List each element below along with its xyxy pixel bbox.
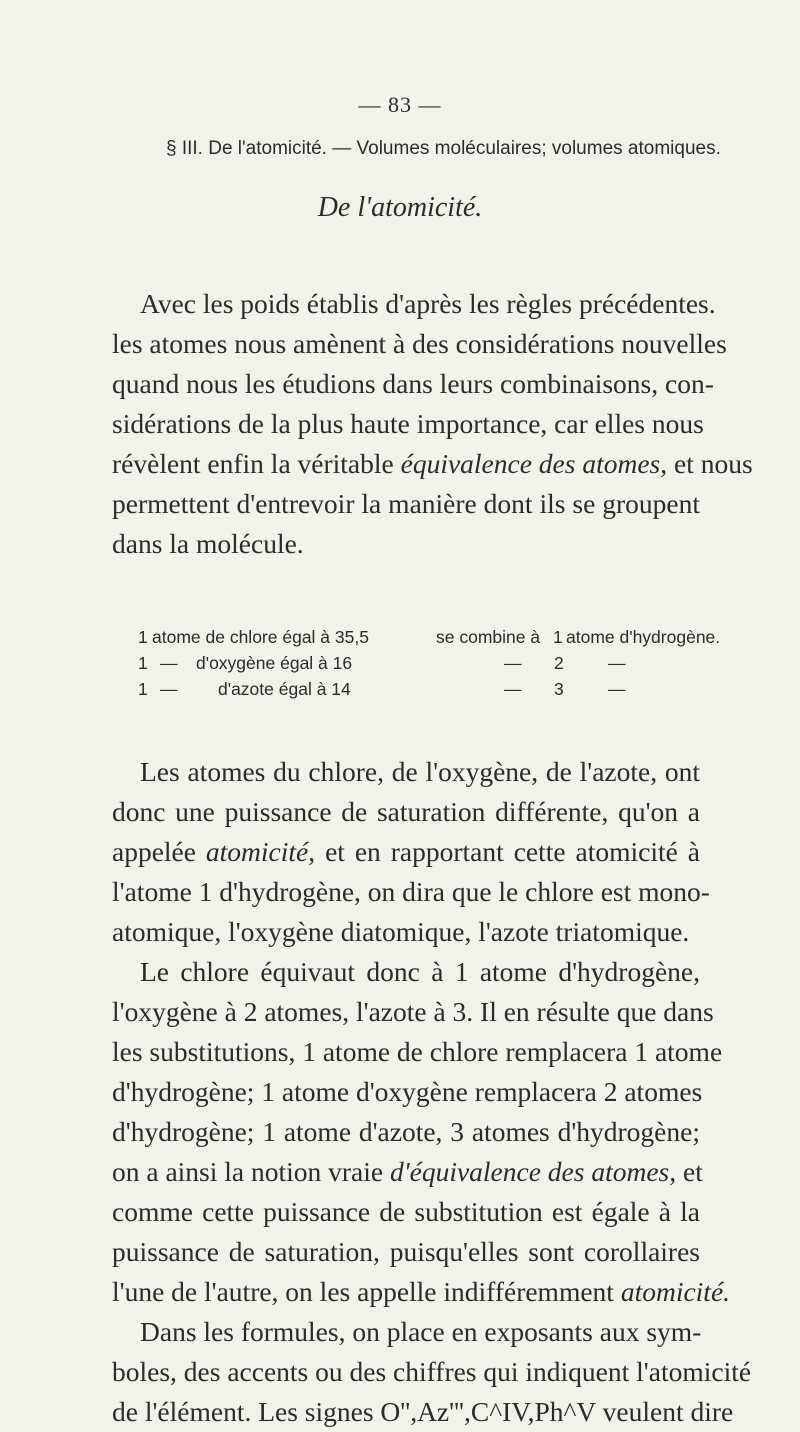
- text-line: Avec les poids établis d'après les règles précédentes.: [140, 288, 716, 319]
- element-desc: atome de chlore égal à 35,5: [152, 627, 369, 647]
- table-row: [138, 650, 738, 676]
- text-fragment: révèlent enfin la véritable: [112, 448, 401, 479]
- paragraph-atomicity: [112, 752, 752, 1432]
- text-fragment: , et: [669, 1156, 703, 1187]
- text-fragment: appelée: [112, 836, 206, 867]
- text-line: de l'élément. Les signes O'',Az''',C^IV,Ph^V veulent dire: [112, 1396, 734, 1427]
- text-fragment: on a ainsi la notion vraie: [112, 1156, 390, 1187]
- text-line: Le chlore équivaut donc à 1 atome d'hydrogène,: [140, 956, 700, 987]
- emphasis-atomicite-2: atomicité.: [620, 1276, 731, 1307]
- h-count: 3: [554, 679, 564, 699]
- text-line: [112, 444, 753, 484]
- text-line: d'hydrogène; 1 atome d'oxygène remplacera 2 atomes: [112, 1076, 703, 1107]
- target: —: [608, 679, 626, 699]
- emphasis-equivalence-2: d'équivalence des atomes: [389, 1156, 670, 1187]
- text-line: boles, des accents ou des chiffres qui indiquent l'atomicité: [112, 1356, 752, 1387]
- atom-count: 1: [138, 627, 148, 647]
- atom-count: 1: [138, 679, 148, 699]
- text-line: atomique, l'oxygène diatomique, l'azote triatomique.: [112, 916, 690, 947]
- text-line: Dans les formules, on place en exposants aux sym-: [140, 1316, 702, 1347]
- element-desc: d'azote égal à 14: [218, 679, 351, 699]
- h-count: 2: [554, 653, 564, 673]
- text-fragment: l'une de l'autre, on les appelle indifféremment: [112, 1276, 621, 1307]
- ditto-dash: —: [504, 679, 522, 699]
- text-line: d'hydrogène; 1 atome d'azote, 3 atomes d'hydrogène;: [112, 1116, 700, 1147]
- target: —: [608, 653, 626, 673]
- element-desc: d'oxygène égal à 16: [196, 653, 353, 673]
- text-line: [112, 832, 700, 872]
- text-line: les atomes nous amènent à des considérations nouvelles: [112, 328, 727, 359]
- page-title: De l'atomicité.: [317, 192, 483, 223]
- text-line: Les atomes du chlore, de l'oxygène, de l'azote, ont: [140, 756, 700, 787]
- ditto-dash: —: [504, 653, 522, 673]
- emphasis-atomicite: atomicité: [205, 836, 309, 867]
- text-line: puissance de saturation, puisqu'elles sont corollaires: [112, 1236, 700, 1267]
- text-line: les substitutions, 1 atome de chlore remplacera 1 atome: [112, 1036, 723, 1067]
- atom-count: 1: [138, 653, 148, 673]
- h-count: 1: [553, 627, 563, 647]
- text-line: dans la molécule.: [112, 528, 304, 559]
- section-header: § III. De l'atomicité. — Volumes moléculaires; volumes atomiques.: [166, 138, 721, 159]
- paragraph-intro: [112, 284, 753, 564]
- text-line: donc une puissance de saturation différente, qu'on a: [112, 796, 700, 827]
- combination-table: [138, 624, 738, 702]
- text-fragment: , et nous: [660, 448, 753, 479]
- target: atome d'hydrogène.: [566, 627, 721, 647]
- text-line: quand nous les étudions dans leurs combinaisons, con-: [112, 368, 714, 399]
- page-number: — 83 —: [358, 92, 442, 117]
- verb: se combine à: [436, 627, 541, 647]
- text-line: [112, 1152, 703, 1192]
- text-line: sidérations de la plus haute importance, car elles nous: [112, 408, 704, 439]
- ditto-dash: —: [160, 653, 178, 673]
- text-line: comme cette puissance de substitution est égale à la: [112, 1196, 700, 1227]
- emphasis-equivalence: équivalence des atomes: [400, 448, 661, 479]
- text-line: l'oxygène à 2 atomes, l'azote à 3. Il en résulte que dans: [112, 996, 714, 1027]
- text-line: l'atome 1 d'hydrogène, on dira que le chlore est mono-: [112, 876, 710, 907]
- table-row: [138, 624, 738, 650]
- text-line: [112, 1272, 731, 1312]
- text-fragment: , et en rapportant cette atomicité à: [308, 836, 700, 867]
- text-line: permettent d'entrevoir la manière dont ils se groupent: [112, 488, 700, 519]
- table-row: [138, 676, 738, 702]
- ditto-dash: —: [160, 679, 178, 699]
